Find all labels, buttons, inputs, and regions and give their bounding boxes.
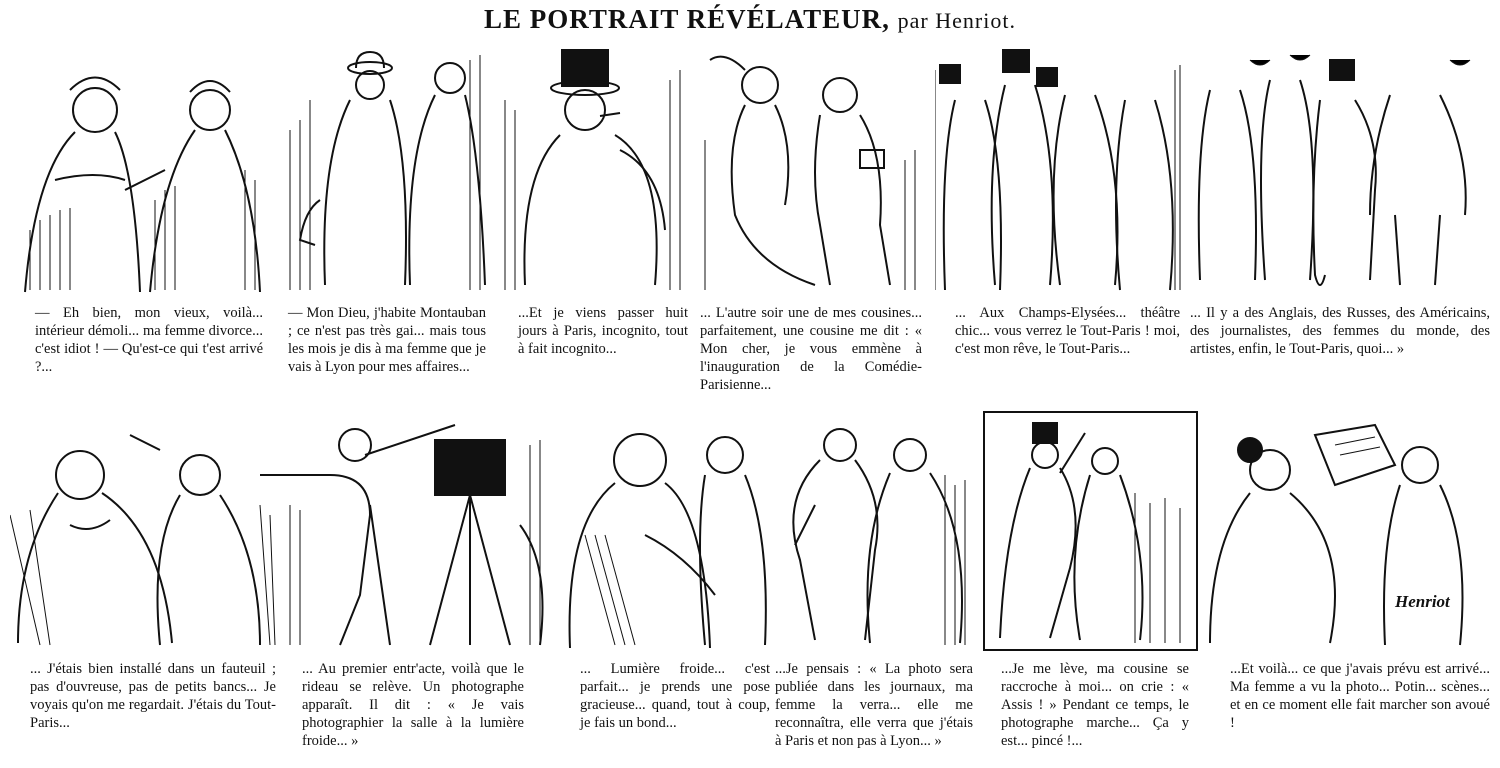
panel-10-caption: ...Je pensais : « La photo sera publiée dans les journaux, ma femme la verra... elle me reconnaîtra, elle verra que j'étais à Paris et non pas à Lyon... »: [775, 661, 973, 749]
panel-9: [565, 415, 770, 768]
panel-5: [935, 40, 1185, 415]
strip-row-2: [0, 415, 1500, 768]
panel-9-illustration: [565, 415, 770, 650]
panel-2-illustration: [280, 40, 490, 295]
panel-9-caption: ... Lumière froide... c'est parfait... je prends une pose gracieuse... quand, tout à coup, je fais un bond...: [580, 661, 770, 731]
panel-7-illustration: [10, 415, 280, 650]
panel-3-caption: ...Et je viens passer huit jours à Paris, incognito, tout à fait incognito...: [518, 305, 688, 357]
panel-10-illustration: [775, 415, 975, 650]
panel-6-illustration: [1190, 40, 1490, 295]
panel-5-illustration: [935, 40, 1185, 295]
panel-8-illustration: [250, 415, 555, 650]
panel-11: [983, 411, 1198, 768]
panel-1-illustration: [15, 40, 265, 295]
panel-4: [700, 40, 925, 415]
artist-signature: Henriot: [1395, 592, 1450, 611]
panel-7: [10, 415, 280, 768]
panel-6-caption: ... Il y a des Anglais, des Russes, des Américains, des journalistes, des femmes du monde, des artistes, enfin, le Tout-Paris, quoi... »: [1190, 305, 1490, 357]
panel-8-caption: ... Au premier entr'acte, voilà que le rideau se relève. Un photographe apparaît. Il dit : « Je vais photographier la salle à la lumière froide... »: [302, 661, 524, 749]
panel-6: [1190, 40, 1490, 415]
panel-2: [280, 40, 490, 415]
title-byline: par Henriot.: [897, 8, 1016, 33]
panel-10: [775, 415, 975, 768]
panel-3: [500, 40, 690, 415]
panel-8: [250, 415, 555, 768]
panel-5-caption: ... Aux Champs-Elysées... théâtre chic... vous verrez le Tout-Paris ! moi, c'est mon rêve, le Tout-Paris...: [955, 305, 1180, 357]
panel-2-caption: — Mon Dieu, j'habite Montauban ; ce n'est pas très gai... mais tous les mois je dis à ma femme que je vais à Lyon pour mes affaires...: [288, 305, 486, 375]
panel-12-illustration: [1205, 415, 1495, 650]
panel-11-illustration: [983, 411, 1198, 651]
panel-1: [15, 40, 265, 415]
panel-12: [1205, 415, 1495, 768]
panel-11-caption: ...Je me lève, ma cousine se raccroche à moi... on crie : « Assis ! » Pendant ce temps, le photographe marche... Ça y est... pincé !...: [1001, 661, 1189, 749]
page-title: [0, 4, 1500, 35]
panel-7-caption: ... J'étais bien installé dans un fauteuil ; pas d'ouvreuse, pas de petits bancs... Je voyais qu'on me regardait. J'étais du Tout-Paris...: [30, 661, 276, 731]
panel-12-caption: ...Et voilà... ce que j'avais prévu est arrivé... Ma femme a vu la photo... Potin... scènes... et en ce moment elle fait marcher son avoué !: [1230, 661, 1490, 731]
panel-1-caption: — Eh bien, mon vieux, voilà... intérieur démoli... ma femme divorce... c'est idiot ! — Qu'est-ce qui t'est arrivé ?...: [35, 305, 263, 375]
panel-4-caption: ... L'autre soir une de mes cousines... parfaitement, une cousine me dit : « Mon cher, je vous emmène à l'inauguration de la Comédie-Parisienne...: [700, 305, 922, 393]
panel-3-illustration: [500, 40, 690, 295]
panel-4-illustration: [700, 40, 925, 295]
title-main: LE PORTRAIT RÉVÉLATEUR,: [484, 4, 890, 34]
strip-row-1: [0, 40, 1500, 415]
